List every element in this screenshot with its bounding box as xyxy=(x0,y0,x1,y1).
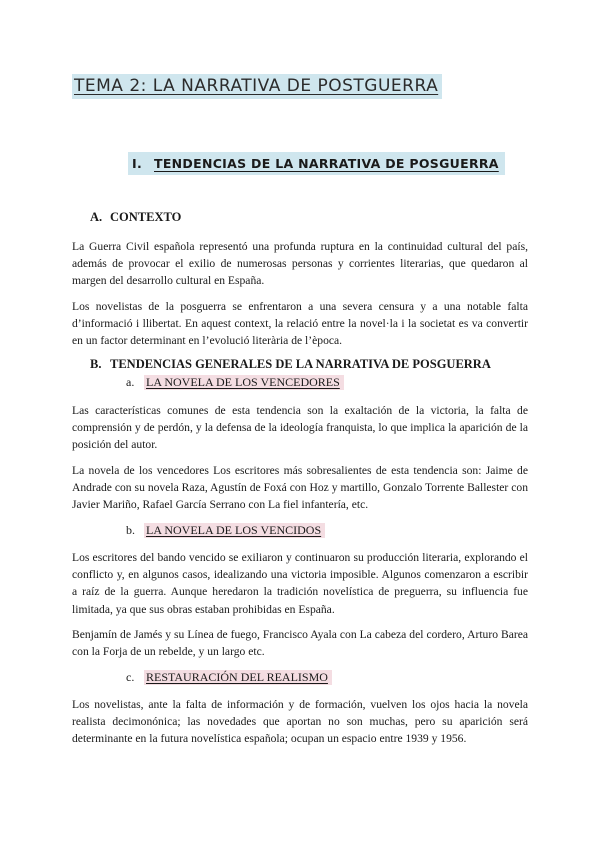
item-letter: c. xyxy=(126,670,135,684)
item-c-heading xyxy=(126,670,332,685)
paragraph: La Guerra Civil española representó una profunda ruptura en la continuidad cultural del país, además de provocar el exilio de numerosas personas y corrientes literarias, que quedaron al margen del desarrollo cultural en España. xyxy=(72,240,528,288)
item-letter: b. xyxy=(126,523,135,537)
subsection-b-heading xyxy=(90,357,491,372)
item-letter: a. xyxy=(126,375,135,389)
item-b-heading xyxy=(126,523,325,538)
item-a-heading xyxy=(126,375,344,390)
paragraph: La novela de los vencedores Los escritores más sobresalientes de esta tendencia son: Jaime de Andrade con su novela Raza, Agustín de Foxá con Hoz y martillo, Gonzalo Torrente Ballester con Javier Mariño, Rafael García Serrano con La fiel infantería, etc. xyxy=(72,464,528,512)
item-title: RESTAURACIÓN DEL REALISMO xyxy=(144,670,332,685)
subsection-a-heading xyxy=(90,210,181,225)
item-title: LA NOVELA DE LOS VENCEDORES xyxy=(144,375,344,390)
paragraph: Los novelistas de la posguerra se enfrentaron a una severa censura y a una notable falta d’informació i llibertat. En aquest context, la relació entre la novel·la i la societat es va convertir en un factor determinant en l’evolució literària de l’època. xyxy=(72,300,528,348)
subsection-title: CONTEXTO xyxy=(110,210,182,224)
section-heading xyxy=(128,152,505,175)
paragraph: Los novelistas, ante la falta de información y de formación, vuelven los ojos hacia la novela realista decimonónica; las novedades que aportan no son muchas, pero su aparición será determinante en la futura novelística española; ocupan un espacio entre 1939 y 1956. xyxy=(72,698,528,746)
section-title: TENDENCIAS DE LA NARRATIVA DE POSGUERRA xyxy=(154,156,499,171)
section-number: I. xyxy=(132,156,142,171)
subsection-letter: A. xyxy=(90,210,103,224)
paragraph: Las características comunes de esta tendencia son la exaltación de la victoria, la falta de comprensión y de perdón, y la defensa de la ideología franquista, lo que implica la aparición de la posición del autor. xyxy=(72,404,528,452)
subsection-title: TENDENCIAS GENERALES DE LA NARRATIVA DE POSGUERRA xyxy=(110,357,491,371)
paragraph: Benjamín de Jamés y su Línea de fuego, Francisco Ayala con La cabeza del cordero, Arturo Barea con la Forja de un rebelde, y un largo etc. xyxy=(72,628,528,659)
document-title: TEMA 2: LA NARRATIVA DE POSTGUERRA xyxy=(72,74,442,99)
paragraph: Los escritores del bando vencido se exiliaron y continuaron su producción literaria, explorando el conflicto y, en algunos casos, idealizando una victoria imposible. Algunos comenzaron a escribir a raíz de la guerra. Aunque heredaron la tradición novelística de preguerra, su influencia fue limitada, ya que sus obras estaban prohibidas en España. xyxy=(72,551,528,616)
subsection-letter: B. xyxy=(90,357,102,371)
item-title: LA NOVELA DE LOS VENCIDOS xyxy=(144,523,325,538)
